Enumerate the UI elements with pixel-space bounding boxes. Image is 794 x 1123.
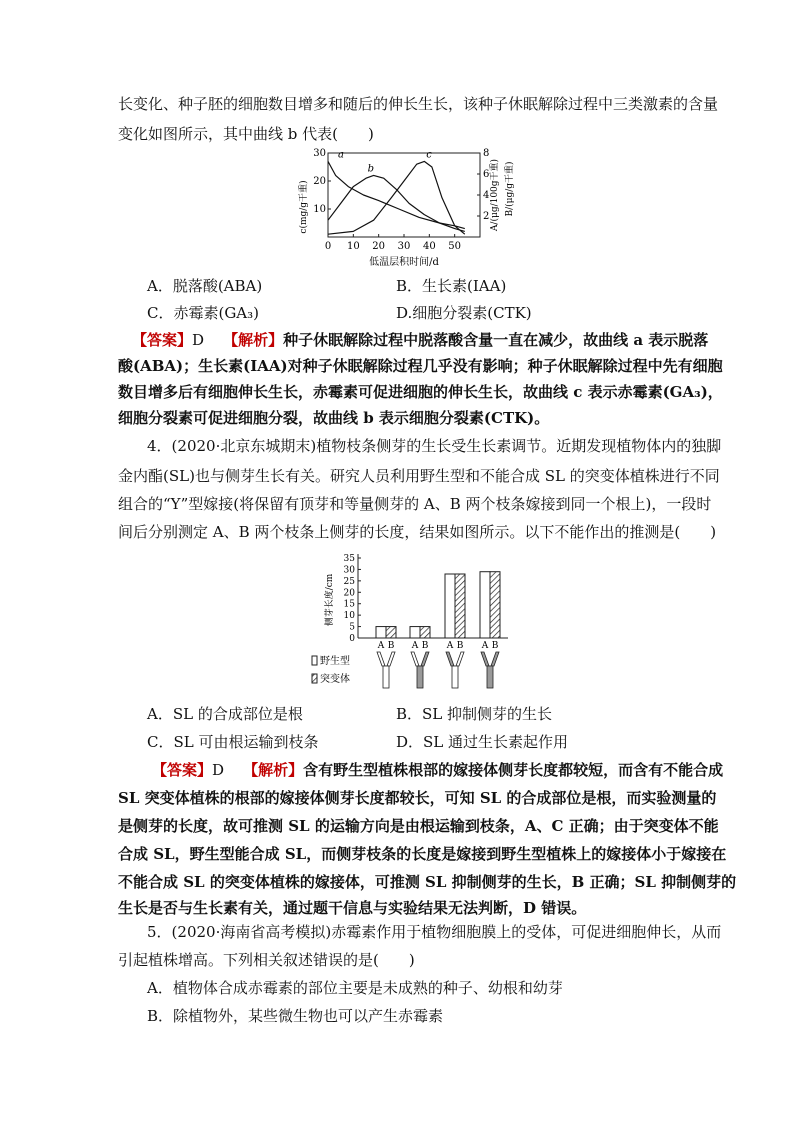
analysis-tag: 【解析】 xyxy=(223,331,284,349)
bar-a-wild-type xyxy=(480,572,490,638)
q3-answer-line-1 xyxy=(132,330,708,350)
graft-branch-a xyxy=(411,652,419,666)
q3-text-line-1: 长变化、种子胚的细胞数目增多和随后的伸长生长，该种子休眠解除过程中三类激素的含量 xyxy=(118,95,719,113)
q4-text-line-3: 组合的“Y”型嫁接(将保留有顶芽和等量侧芽的 A、B 两个枝条嫁接到同一个根上)，一段时 xyxy=(118,495,712,513)
q3-option-c: C．赤霉素(GA₃) xyxy=(147,304,260,322)
graft-branch-a xyxy=(446,652,454,666)
y-tick-label: 30 xyxy=(343,565,355,576)
graft-branch-b xyxy=(456,652,464,666)
graft-root xyxy=(487,666,493,688)
q4-analysis-2: SL 突变体植株的根部的嫁接体侧芽长度都较长，可知 SL 的合成部位是根，而实验测量的 xyxy=(118,789,717,807)
graft-branch-a xyxy=(377,652,385,666)
x-axis-label: 低温层积时间/d xyxy=(369,257,439,268)
y-tick-label: 0 xyxy=(349,634,355,644)
x-tick-label: 20 xyxy=(372,241,386,252)
q4-answer-line-1 xyxy=(152,760,723,780)
y-axis-label: 侧芽长度/cm xyxy=(325,573,335,627)
graft-branch-b xyxy=(421,652,429,666)
legend-swatch-wild xyxy=(312,656,317,665)
answer-tag: 【答案】 xyxy=(152,761,213,779)
q4-analysis-1: 含有野生型植株根部的嫁接体侧芽长度都较短，而含有不能合成 xyxy=(303,761,724,779)
bar-a-wild-type xyxy=(410,627,420,638)
bar-a-wild-type xyxy=(445,574,455,638)
y-right-axis-label-b: B/(μg/g干重) xyxy=(505,161,515,217)
x-tick-label: 0 xyxy=(324,241,332,252)
q4-analysis-6: 生长是否与生长素有关，通过题干信息与实验结果无法判断，D 错误。 xyxy=(118,899,587,917)
curve-label-b: b xyxy=(367,163,375,175)
q5-option-b: B．除植物外，某些微生物也可以产生赤霉素 xyxy=(147,1007,444,1025)
curve-a xyxy=(328,161,465,228)
bar-label-a: A xyxy=(481,641,489,651)
answer-value: D xyxy=(192,331,205,349)
q4-analysis-3: 是侧芽的长度，故可推测 SL 的运输方向是由根运输到枝条，A、C 正确；由于突变体不能 xyxy=(118,817,719,835)
graft-root xyxy=(452,666,458,688)
q4-text-line-2: 金内酯(SL)也与侧芽生长有关。研究人员利用野生型和不能合成 SL 的突变体植株进行不同 xyxy=(118,467,720,485)
bar-label-b: B xyxy=(456,641,464,651)
q4-option-b: B．SL 抑制侧芽的生长 xyxy=(396,705,553,723)
bud-length-bar-chart xyxy=(310,548,520,700)
x-tick-label: 30 xyxy=(397,241,411,252)
q4-analysis-5: 不能合成 SL 的突变体植株的嫁接体，可推测 SL 抑制侧芽的生长，B 正确；SL 抑制侧芽的 xyxy=(118,873,737,891)
q3-analysis-3: 数目增多后有细胞伸长生长，赤霉素可促进细胞的伸长生长，故曲线 c 表示赤霉素(GA₃)， xyxy=(118,383,723,401)
q4-text-line-4: 间后分别测定 A、B 两个枝条上侧芽的长度，结果如图所示。以下不能作出的推测是( ) xyxy=(118,523,717,541)
y-tick-label: 20 xyxy=(343,588,355,599)
bar-label-b: B xyxy=(421,641,429,651)
y-left-tick-label: 20 xyxy=(313,176,326,187)
plot-frame xyxy=(328,153,480,237)
bar-a-wild-type xyxy=(376,627,386,638)
q5-text-line-1: 5．(2020·海南省高考模拟)赤霉素作用于植物细胞膜上的受体，可促进细胞伸长，从而 xyxy=(147,923,722,941)
y-tick-label: 10 xyxy=(343,611,355,622)
y-tick-label: 5 xyxy=(349,622,355,633)
graft-branch-b xyxy=(491,652,499,666)
q4-text-line-1: 4．(2020·北京东城期末)植物枝条侧芽的生长受生长素调节。近期发现植物体内的独脚 xyxy=(147,437,722,455)
curve-label-a: a xyxy=(338,149,344,161)
bar-label-a: A xyxy=(411,641,419,651)
graft-root xyxy=(417,666,423,688)
graft-branch-b xyxy=(387,652,395,666)
curve-label-c: c xyxy=(426,149,432,161)
y-right-tick-label: 4 xyxy=(483,190,490,201)
legend-swatch-mutant xyxy=(312,674,317,683)
bar-label-b: B xyxy=(387,641,395,651)
bar-b-mutant xyxy=(386,627,396,638)
q3-analysis-2: 酸(ABA)；生长素(IAA)对种子休眠解除过程几乎没有影响；种子休眠解除过程中先有细胞 xyxy=(118,357,723,375)
bar-b-mutant xyxy=(420,627,430,638)
y-tick-label: 25 xyxy=(343,576,355,587)
bar-label-b: B xyxy=(491,641,499,651)
answer-tag: 【答案】 xyxy=(132,331,193,349)
bar-label-a: A xyxy=(377,641,385,651)
y-tick-label: 15 xyxy=(343,599,355,610)
graft-root xyxy=(383,666,389,688)
y-left-tick-label: 30 xyxy=(313,148,326,159)
q5-option-a: A．植物体合成赤霉素的部位主要是未成熟的种子、幼根和幼芽 xyxy=(147,979,563,997)
q4-option-a: A．SL 的合成部位是根 xyxy=(147,705,303,723)
x-tick-label: 40 xyxy=(422,241,436,252)
x-tick-label: 50 xyxy=(448,241,462,252)
answer-value: D xyxy=(212,761,225,779)
y-left-tick-label: 10 xyxy=(313,204,326,215)
q3-option-b: B．生长素(IAA) xyxy=(396,277,507,295)
q4-analysis-4: 合成 SL，野生型能合成 SL，而侧芽枝条的长度是嫁接到野生型植株上的嫁接体小于嫁接在 xyxy=(118,845,727,863)
y-right-tick-label: 8 xyxy=(483,148,490,159)
y-right-tick-label: 2 xyxy=(483,211,490,222)
y-left-axis-label: c(mg/g干重) xyxy=(299,180,309,234)
legend-label-wild: 野生型 xyxy=(320,656,350,667)
legend-label-mutant: 突变体 xyxy=(320,674,350,685)
y-tick-label: 35 xyxy=(343,554,355,564)
bar-b-mutant xyxy=(490,572,500,638)
analysis-tag: 【解析】 xyxy=(243,761,304,779)
q3-option-a: A．脱落酸(ABA) xyxy=(147,277,263,295)
q5-text-line-2: 引起植株增高。下列相关叙述错误的是( ) xyxy=(118,951,415,969)
hormone-curve-chart xyxy=(290,145,540,270)
q4-option-d: D．SL 通过生长素起作用 xyxy=(396,733,569,751)
y-right-tick-label: 6 xyxy=(483,169,490,180)
q3-analysis-4: 细胞分裂素可促进细胞分裂，故曲线 b 表示细胞分裂素(CTK)。 xyxy=(118,409,550,427)
graft-branch-a xyxy=(481,652,489,666)
q3-text-line-2: 变化如图所示，其中曲线 b 代表( ) xyxy=(118,125,374,143)
y-right-axis-label-a: A/(μg/100g干重) xyxy=(490,158,500,232)
bar-label-a: A xyxy=(446,641,454,651)
q3-analysis-1: 种子休眠解除过程中脱落酸含量一直在减少，故曲线 a 表示脱落 xyxy=(283,331,709,349)
x-tick-label: 10 xyxy=(346,241,360,252)
bar-b-mutant xyxy=(455,574,465,638)
q3-option-d: D.细胞分裂素(CTK) xyxy=(396,304,532,322)
q4-option-c: C．SL 可由根运输到枝条 xyxy=(147,733,319,751)
